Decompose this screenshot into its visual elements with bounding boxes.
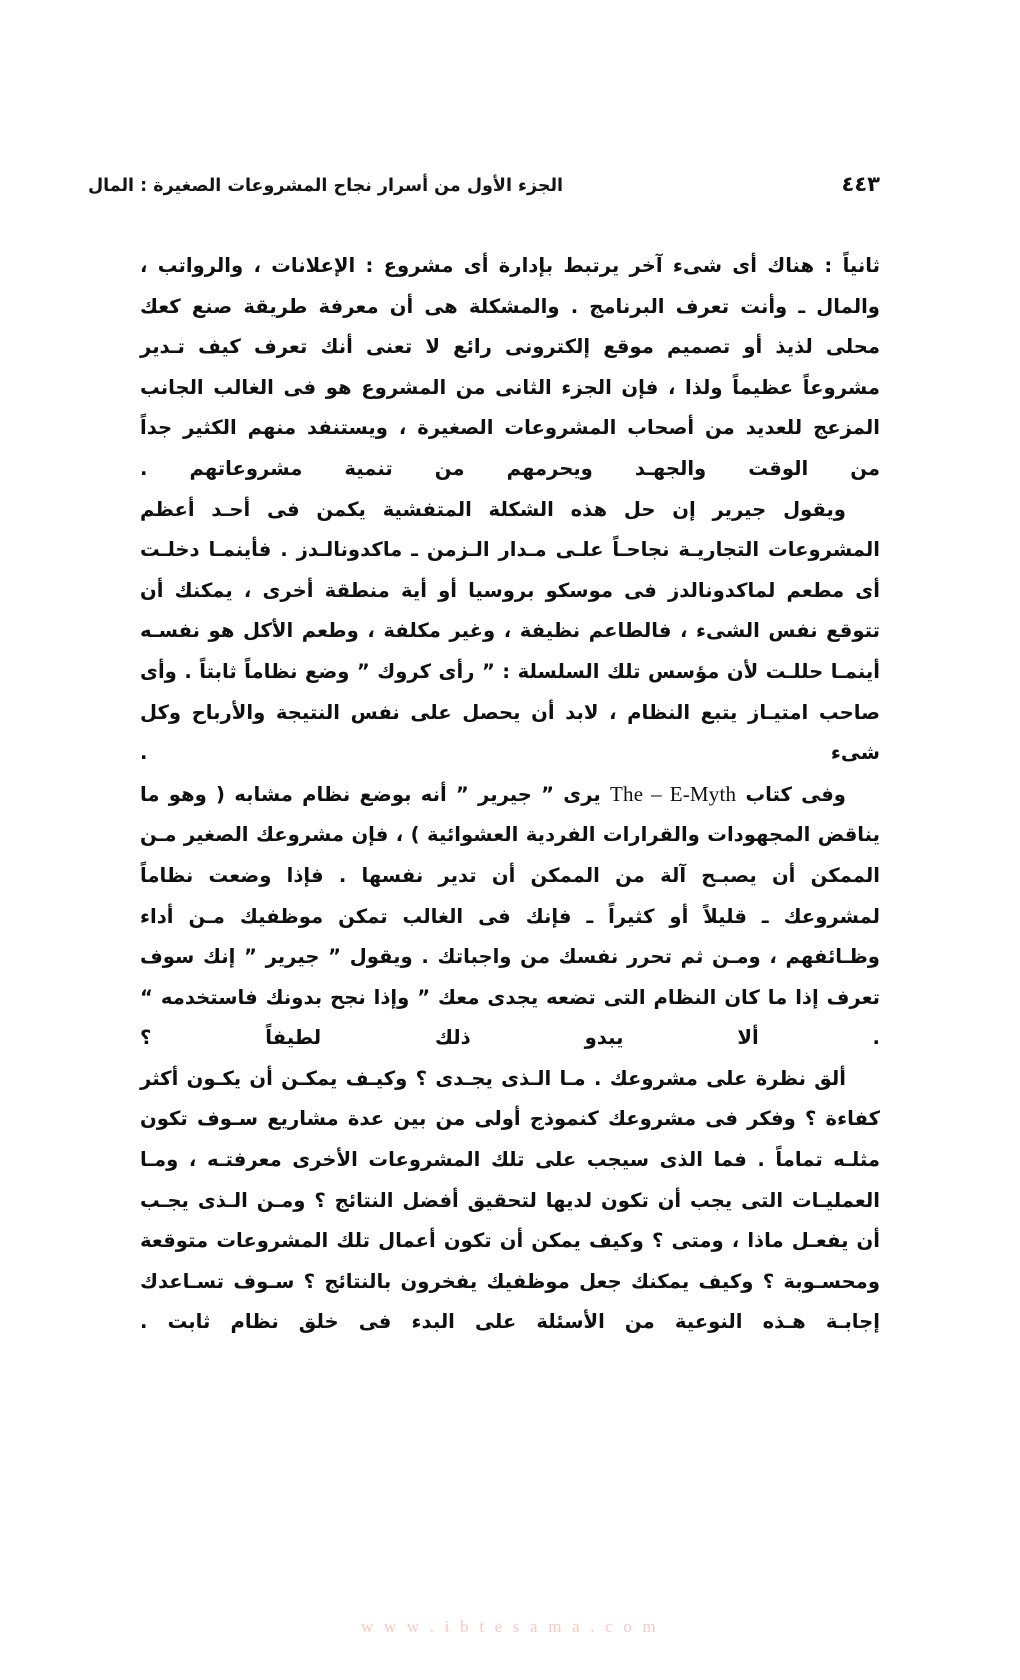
- paragraph-2: ويقول جيرير إن حل هذه الشكلة المتفشية يكمن فى أحـد أعظم المشروعات التجاريـة نجاحـاً علـى مـدار الـزمن ـ ماكدونالـدز . فأينمـا دخلـت أى مطعم لماكدونالدز فى موسكو بروسيا أو أية منطقة أخرى ، يمكنك أن تتوقع نفس الشىء ، فالطاعم نظيفة ، وغير مكلفة ، وطعم الأكل هو نفسـه أينمـا حللـت لأن مؤسس تلك السلسلة : ” رأى كروك ” وضع نظاماً ثابتاً . وأى صاحب امتيـاز يتبع النظام ، لابد أن يحصل على نفس النتيجة والأرباح وكل شىء .: [140, 497, 880, 765]
- page-number: ٤٤٣: [841, 172, 880, 196]
- paragraph-3-rest: يرى ” جيرير ” أنه بوضع نظام مشابه ( وهو ما يناقض المجهودات والقرارات الفردية العشوائية ) ، فإن مشروعك الصغير مـن الممكن أن يصبـح آلة من الممكن أن تدير نفسها . فإذا وضعت نظاماً لمشروعك ـ قليلاً أو كثيراً ـ فإنك فى الغالب تمكن موظفيك مـن أداء وظـائفهم ، ومـن ثم تحرر نفسك من واجباتك . ويقول ” جيرير ” إنك سوف تعرف إذا ما كان النظام التى تضعه يجدى معك ” وإذا نجح بدونك فاستخدمه “ . ألا يبدو ذلك لطيفاً ؟: [140, 782, 880, 1050]
- body-text: [140, 246, 880, 1343]
- paragraph-1: ثانياً : هناك أى شىء آخر يرتبط بإدارة أى مشروع : الإعلانات ، والرواتب ، والمال ـ وأنت تعرف البرنامج . والمشكلة هى أن معرفة طريقة صنع كعك محلى لذيذ أو تصميم موقع إلكترونى رائع لا تعنى أنك تعرف كيف تـدير مشروعاً عظيماً ولذا ، فإن الجزء الثانى من المشروع هو فى الغالب الجانب المزعج للعديد من أصحاب المشروعات الصغيرة ، ويستنفد منهم الكثير جداً من الوقت والجهـد ويحرمهم من تنمية مشروعاتهم .: [140, 254, 880, 480]
- book-title-latin: The – E-Myth: [610, 781, 737, 806]
- paragraph-4: ألق نظرة على مشروعك . مـا الـذى يجـدى ؟ وكيـف يمكـن أن يكـون أكثر كفاءة ؟ وفكر فى مشروعك كنموذج أولى من بين عدة مشاريع سـوف تكون مثلـه تماماً . فما الذى سيجب على تلك المشروعات الأخرى معرفتـه ، ومـا العمليـات التى يجب أن تكون لديها لتحقيق أفضل النتائج ؟ ومـن الـذى يجـب أن يفعـل ماذا ، ومتى ؟ وكيف يمكن أن تكون أعمال تلك المشروعات متوقعة ومحسـوبة ؟ وكيف يمكنك جعل موظفيك يفخرون بالنتائج ؟ سـوف تسـاعدك إجابـة هـذه النوعية من الأسئلة على البدء فى خلق نظام ثابت .: [140, 1066, 880, 1334]
- paragraph-3-lead: وفى كتاب: [736, 782, 846, 806]
- site-watermark: w w w . i b t e s a m a . c o m: [361, 1617, 659, 1636]
- running-head-title: الجزء الأول من أسرار نجاح المشروعات الصغيرة : المال: [88, 176, 564, 196]
- running-head: [88, 172, 880, 206]
- paragraph-3: [140, 774, 880, 1059]
